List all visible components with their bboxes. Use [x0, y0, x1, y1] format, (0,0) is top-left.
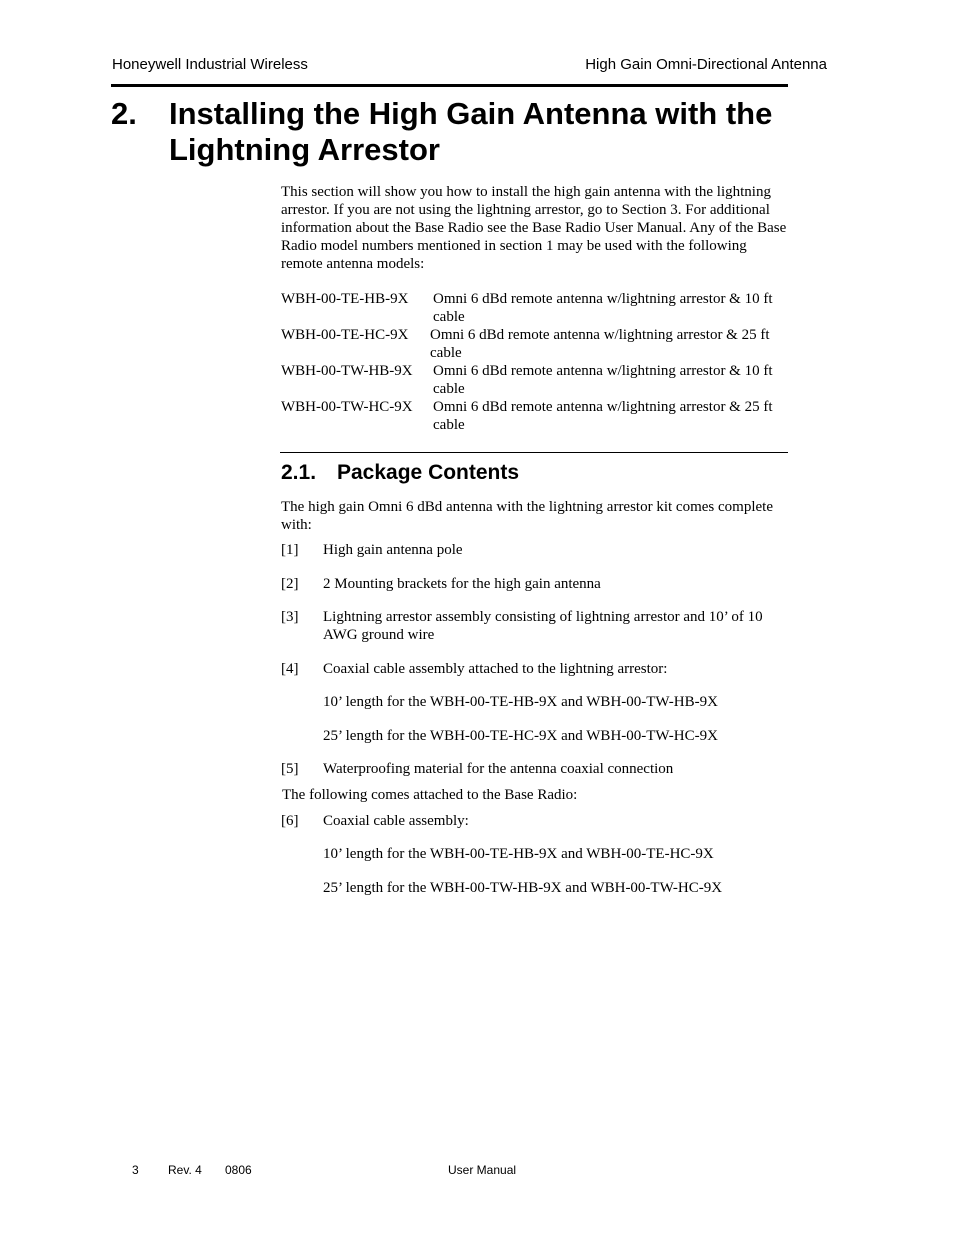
- list-item-number: [4]: [281, 661, 299, 677]
- list-item-text: High gain antenna pole: [323, 542, 463, 558]
- footer-manual-label: User Manual: [448, 1163, 517, 1177]
- list-item-subline: 25’ length for the WBH-00-TE-HC-9X and WBH-00-TW-HC-9X: [323, 728, 718, 744]
- model-code: WBH-00-TE-HC-9X: [281, 327, 409, 343]
- subsection-title: Package Contents: [337, 461, 520, 484]
- model-description: Omni 6 dBd remote antenna w/lightning arrestor & 25 ft cable: [433, 399, 773, 433]
- subsection-number: 2.1.: [281, 461, 317, 484]
- list-item-subline: 10’ length for the WBH-00-TE-HB-9X and WBH-00-TW-HB-9X: [323, 694, 718, 710]
- header-left-text: Honeywell Industrial Wireless: [112, 56, 308, 73]
- header-divider: [111, 84, 788, 87]
- footer-revision: Rev. 4: [168, 1163, 202, 1177]
- footer-page-number: 3: [132, 1163, 139, 1177]
- list-item-text: Waterproofing material for the antenna coaxial connection: [323, 761, 674, 777]
- package-intro-paragraph: The high gain Omni 6 dBd antenna with the lightning arrestor kit comes complete with:: [281, 499, 773, 533]
- header-right-text: High Gain Omni-Directional Antenna: [585, 56, 827, 73]
- model-code: WBH-00-TW-HC-9X: [281, 399, 413, 415]
- attached-intro-text: The following comes attached to the Base Radio:: [282, 787, 578, 803]
- section-number: 2.: [111, 96, 137, 131]
- list-item-number: [1]: [281, 542, 299, 558]
- subsection-divider: [280, 452, 788, 453]
- model-description: Omni 6 dBd remote antenna w/lightning arrestor & 10 ft cable: [433, 363, 773, 397]
- list-item-subline: 25’ length for the WBH-00-TW-HB-9X and WBH-00-TW-HC-9X: [323, 880, 723, 896]
- list-item-number: [3]: [281, 609, 299, 625]
- list-item-text: Coaxial cable assembly:: [323, 813, 469, 829]
- model-code: WBH-00-TE-HB-9X: [281, 291, 409, 307]
- model-description: Omni 6 dBd remote antenna w/lightning arrestor & 25 ft cable: [430, 327, 770, 361]
- list-item-text: Coaxial cable assembly attached to the lightning arrestor:: [323, 661, 668, 677]
- section-intro-paragraph: This section will show you how to install the high gain antenna with the lightning arrestor. If you are not using the lightning arrestor, go to Section 3. For additional information about the Base Radio see the Base Radio User Manual. Any of the Base Radio model numbers mentioned in section 1 may be used with the following remote antenna models:: [281, 184, 787, 272]
- list-item-subline: 10’ length for the WBH-00-TE-HB-9X and WBH-00-TE-HC-9X: [323, 846, 714, 862]
- list-item-number: [6]: [281, 813, 299, 829]
- model-description: Omni 6 dBd remote antenna w/lightning arrestor & 10 ft cable: [433, 291, 773, 325]
- list-item-text: Lightning arrestor assembly consisting of lightning arrestor and 10’ of 10 AWG ground wire: [323, 609, 763, 643]
- model-code: WBH-00-TW-HB-9X: [281, 363, 413, 379]
- footer-date: 0806: [225, 1163, 252, 1177]
- list-item-number: [5]: [281, 761, 299, 777]
- list-item-text: 2 Mounting brackets for the high gain antenna: [323, 576, 601, 592]
- list-item-number: [2]: [281, 576, 299, 592]
- section-title: Installing the High Gain Antenna with the Lightning Arrestor: [169, 96, 773, 167]
